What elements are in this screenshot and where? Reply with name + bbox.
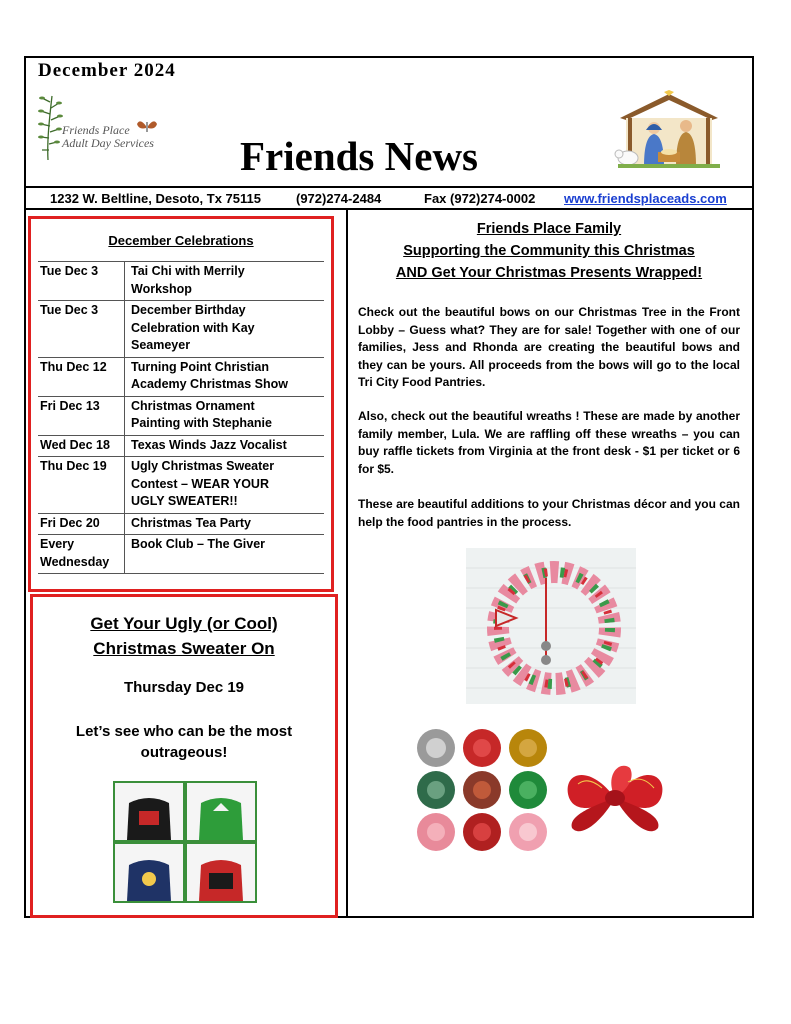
ugly-sweater-photos — [113, 781, 257, 903]
article-paragraph-bows: Check out the beautiful bows on our Christmas Tree in the Front Lobby – Guess what? They are for sale! Together with one of our families, Jess and Rhonda are creating the beautiful bows and they can be yours. All proceeds from the bows will go to the local Tri City Food Pantries. — [358, 305, 740, 389]
sweater-date: Thursday Dec 19 — [123, 679, 245, 696]
sweater-title-line-2: Christmas Sweater On — [93, 639, 275, 658]
table-row — [38, 513, 324, 535]
bow-icon — [417, 729, 455, 767]
event-description — [125, 513, 325, 535]
event-date — [38, 535, 125, 574]
wreath-photo — [466, 548, 636, 704]
article-headline — [358, 218, 740, 284]
celebrations-table — [38, 261, 324, 574]
table-row — [38, 301, 324, 358]
event-date: Tue Dec 3 — [38, 301, 125, 358]
event-date: Thu Dec 19 — [38, 457, 125, 514]
article-headline-line-3: AND Get Your Christmas Presents Wrapped! — [395, 265, 703, 281]
event-description — [125, 435, 325, 457]
article-column — [358, 218, 740, 529]
celebrations-box — [28, 216, 334, 592]
celebrations-title: December Celebrations — [108, 233, 254, 248]
event-text: Tai Chi with Merrily Workshop — [131, 264, 245, 296]
event-date: Thu Dec 12 — [38, 357, 125, 396]
article-paragraph-closing: These are beautiful additions to your Christmas décor and you can help the food pantries in the process. — [358, 497, 740, 529]
bows-photo — [414, 728, 554, 852]
event-description — [125, 262, 325, 301]
table-row — [38, 535, 324, 574]
logo-line-1: Friends Place — [62, 123, 130, 137]
event-description — [125, 396, 325, 435]
event-date-text: Every Wednesday — [40, 537, 110, 569]
event-date: Tue Dec 3 — [38, 262, 125, 301]
table-row — [38, 262, 324, 301]
event-description — [125, 301, 325, 358]
newsletter-title: Friends News — [240, 133, 479, 179]
event-description — [125, 457, 325, 514]
event-text: December Birthday Celebration with Kay Seameyer — [131, 303, 255, 352]
sweater-tagline-line-1: Let’s see who can be the most — [75, 723, 293, 740]
event-text: Christmas Tea Party — [131, 515, 251, 530]
table-row — [38, 357, 324, 396]
logo-line-2: Adult Day Services — [62, 136, 154, 150]
event-description — [125, 357, 325, 396]
sweater-tagline-line-2: outrageous! — [140, 744, 228, 761]
event-text: Turning Point Christian Academy Christmas Show — [131, 359, 288, 391]
article-headline-line-2: Supporting the Community this Christmas — [403, 243, 695, 259]
red-bow-icon — [560, 754, 670, 842]
sweater-promo-title — [33, 611, 335, 661]
fax-number: Fax (972)274-0002 — [424, 191, 536, 206]
table-row — [38, 457, 324, 514]
column-divider — [346, 210, 348, 918]
article-headline-line-1: Friends Place Family — [476, 221, 622, 237]
contact-bar — [24, 186, 754, 210]
event-date: Wed Dec 18 — [38, 435, 125, 457]
website-link[interactable]: www.friendsplaceads.com — [564, 191, 727, 206]
table-row — [38, 396, 324, 435]
logo-text — [62, 124, 154, 150]
sweater-promo-box — [30, 594, 338, 918]
issue-month: December 2024 — [38, 60, 176, 81]
event-text: Book Club – The Giver — [131, 537, 266, 551]
event-date: Fri Dec 13 — [38, 396, 125, 435]
sweater-title-line-1: Get Your Ugly (or Cool) — [90, 614, 278, 633]
event-text: Texas Winds Jazz Vocalist — [131, 437, 287, 452]
phone-number: (972)274-2484 — [296, 191, 382, 206]
event-date: Fri Dec 20 — [38, 513, 125, 535]
article-paragraph-wreaths: Also, check out the beautiful wreaths ! These are made by another family member, Lula. We are raffling off these wreaths – you can buy raffle tickets from Virginia at the front desk - $1 per ticket or 6 for $5. — [358, 409, 740, 476]
event-text: Christmas Ornament Painting with Stephanie — [131, 398, 272, 430]
event-text: Ugly Christmas Sweater Contest – WEAR YOUR UGLY SWEATER!! — [131, 459, 275, 508]
address: 1232 W. Beltline, Desoto, Tx 75115 — [50, 191, 261, 206]
event-description — [125, 535, 325, 574]
table-row — [38, 435, 324, 457]
sweater-tagline — [33, 721, 335, 763]
nativity-illustration — [614, 90, 724, 172]
